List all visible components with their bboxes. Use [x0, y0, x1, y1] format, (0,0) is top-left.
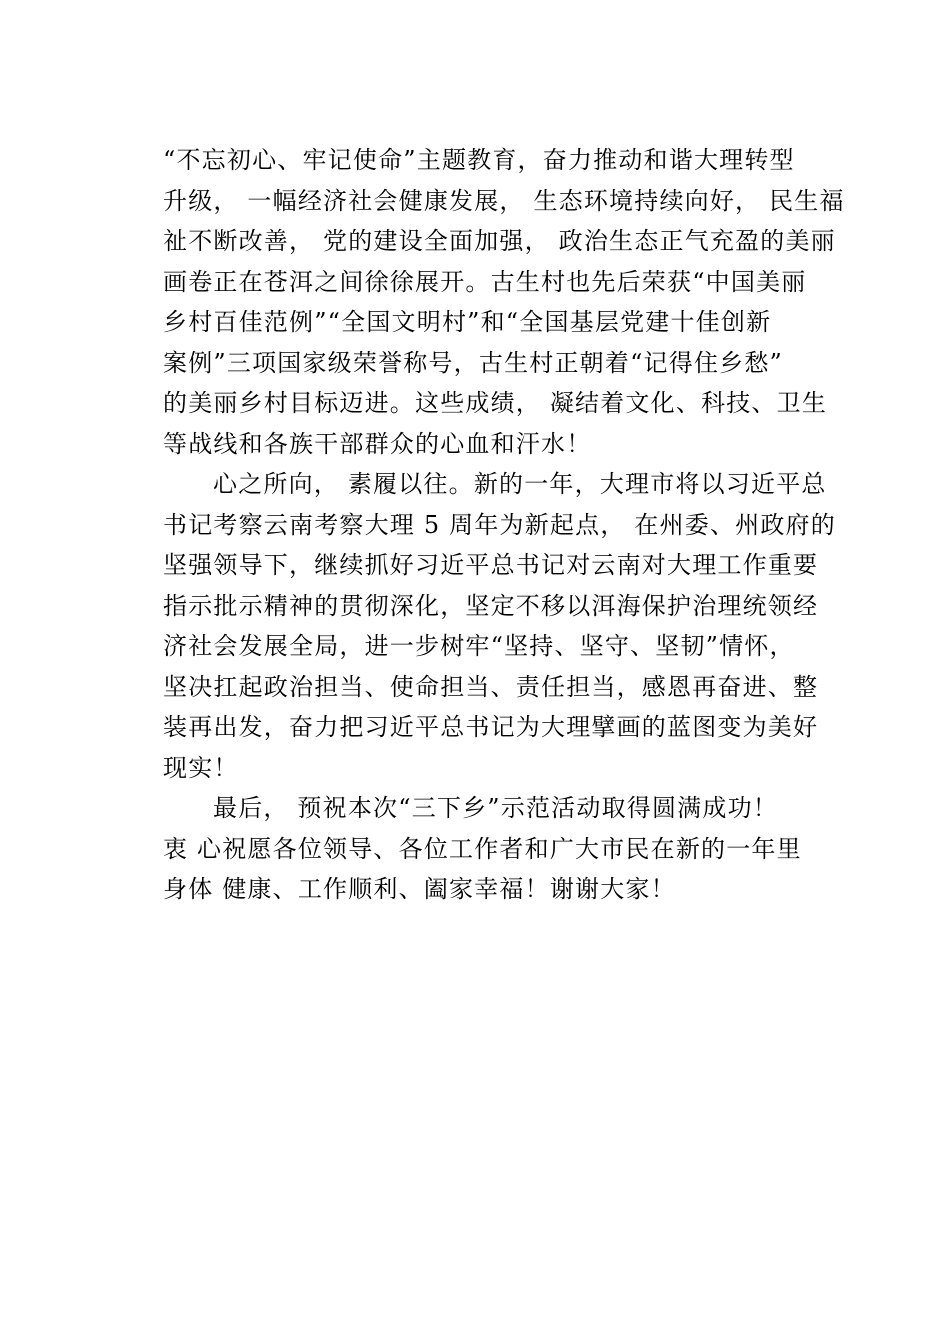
- text-line: “不忘初心、牢记使命”主题教育，奋力推动和谐大理转型: [163, 146, 795, 174]
- text-line: 身体 健康、工作顺利、阖家幸福！谢谢大家！: [163, 875, 676, 903]
- text-line: 画卷正在苍洱之间徐徐展开。古生村也先后荣获“中国美丽: [163, 267, 807, 296]
- text-line: 案例”三项国家级荣誉称号，古生村正朝着“记得住乡愁”: [163, 348, 784, 377]
- paragraph-1: [163, 140, 843, 464]
- text-line: 衷 心祝愿各位领导、各位工作者和广大市民在新的一年里: [163, 834, 802, 863]
- text-line: 济社会发展全局，进一步树牢“坚持、坚守、坚韧”情怀，: [163, 632, 795, 660]
- text-line: 书记考察云南考察大理 5 周年为新起点， 在州委、州政府的: [163, 510, 836, 539]
- text-line: 的美丽乡村目标迈进。这些成绩， 凝结着文化、科技、卫生: [163, 389, 828, 417]
- text-line: 等战线和各族干部群众的心血和汗水！: [163, 429, 592, 458]
- document-body: [163, 140, 843, 910]
- text-line: 装再出发，奋力把习近平总书记为大理擘画的蓝图变为美好: [163, 713, 819, 741]
- text-line: 升级， 一幅经济社会健康发展， 生态环境持续向好， 民生福: [163, 186, 845, 215]
- text-line: 现实！: [163, 753, 239, 782]
- text-line: 乡村百佳范例”“全国文明村”和“全国基层党建十佳创新: [163, 308, 772, 336]
- text-line: 祉不断改善， 党的建设全面加强， 政治生态正气充盈的美丽: [163, 227, 836, 255]
- text-line: 指示批示精神的贯彻深化，坚定不移以洱海保护治理统领经: [163, 591, 819, 620]
- text-line: 坚决扛起政治担当、使命担当、责任担当，感恩再奋进、整: [163, 672, 819, 701]
- text-line: 最后， 预祝本次“三下乡”示范活动取得圆满成功！: [213, 794, 778, 822]
- paragraph-2: [163, 464, 843, 788]
- paragraph-3: [163, 788, 843, 910]
- text-line: 心之所向， 素履以往。新的一年，大理市将以习近平总: [213, 470, 827, 498]
- text-line: 坚强领导下，继续抓好习近平总书记对云南对大理工作重要: [163, 551, 819, 579]
